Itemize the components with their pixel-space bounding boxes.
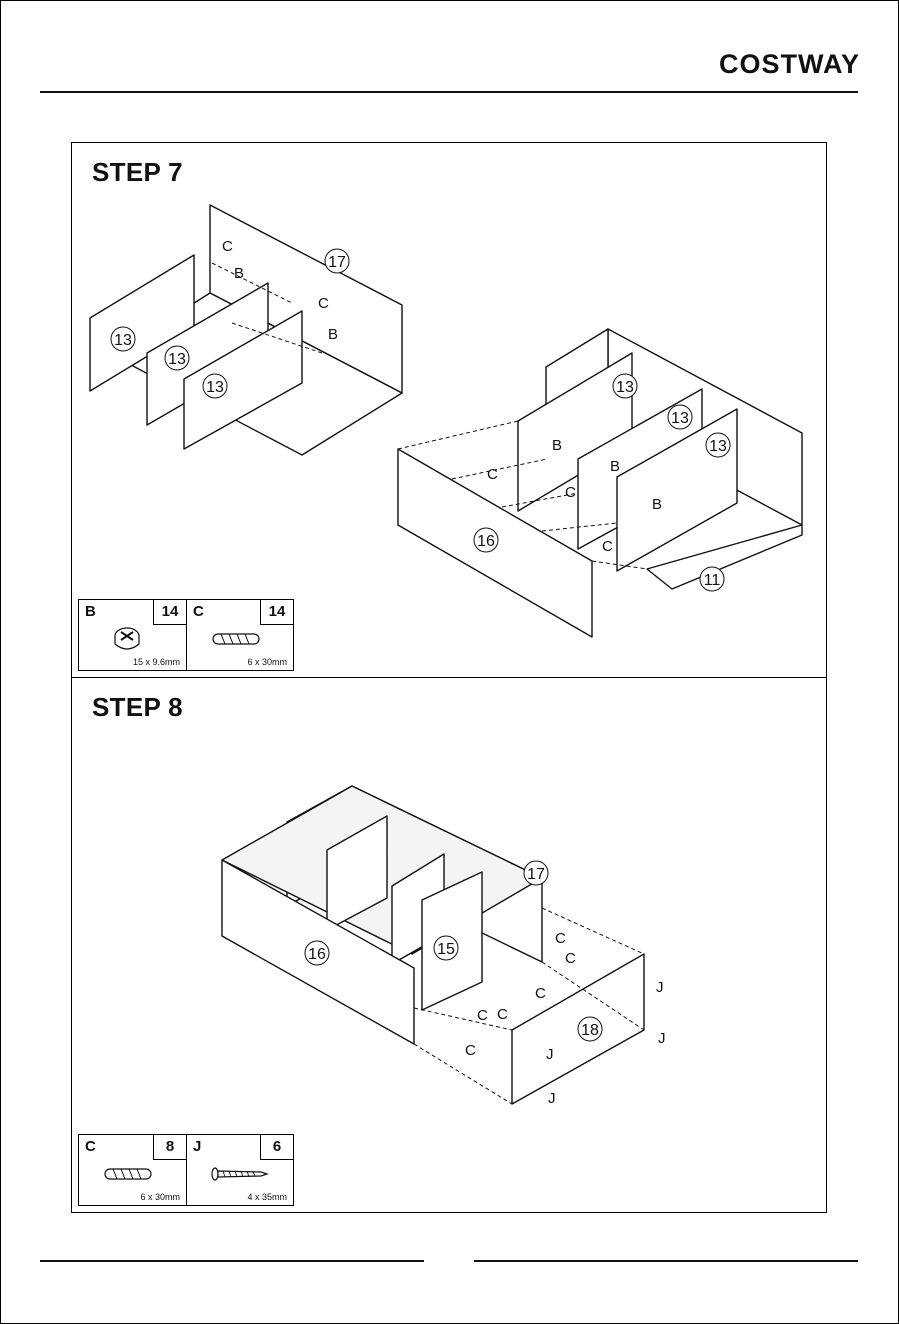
- part-label: 13: [616, 379, 634, 396]
- header-divider: [40, 91, 858, 93]
- part-label: 13: [709, 438, 727, 455]
- brand-logo: COSTWAY: [718, 49, 860, 79]
- hardware-quantity: 6: [260, 1135, 293, 1160]
- footer-divider-left: [40, 1260, 424, 1262]
- hardware-size: 6 x 30mm: [247, 657, 287, 667]
- part-label: 17: [328, 254, 346, 271]
- hardware-size: 6 x 30mm: [140, 1192, 180, 1202]
- hardware-callout: C: [497, 1006, 508, 1023]
- hardware-letter: J: [193, 1138, 202, 1155]
- hardware-quantity: 14: [153, 600, 186, 625]
- screw-icon: [209, 1159, 269, 1189]
- hardware-callout: C: [318, 295, 329, 312]
- hardware-callout: C: [477, 1007, 488, 1024]
- hardware-callout: B: [610, 458, 621, 475]
- part-label: 18: [581, 1022, 599, 1039]
- hardware-callout: J: [658, 1030, 666, 1047]
- hardware-cell-b: [79, 600, 186, 670]
- hardware-callout: B: [652, 496, 663, 513]
- wooden-dowel-icon: [209, 624, 269, 654]
- hardware-callout: J: [656, 979, 664, 996]
- hardware-callout: C: [602, 538, 613, 555]
- step-8-panel: [71, 677, 827, 1213]
- part-label: 16: [308, 946, 326, 963]
- hardware-callout: B: [328, 326, 339, 343]
- hardware-quantity: 8: [153, 1135, 186, 1160]
- part-label: 13: [206, 379, 224, 396]
- footer-divider-right: [474, 1260, 858, 1262]
- hardware-callout: C: [555, 930, 566, 947]
- hardware-callout: C: [565, 484, 576, 501]
- step-title: STEP 7: [92, 157, 183, 187]
- wooden-dowel-icon: [101, 1159, 161, 1189]
- hardware-table: [78, 599, 294, 671]
- part-label: 13: [168, 351, 186, 368]
- hardware-size: 15 x 9.6mm: [132, 657, 180, 667]
- part-label: 13: [671, 410, 689, 427]
- part-label: 16: [477, 533, 495, 550]
- hardware-cell-c: [186, 600, 293, 670]
- hardware-callout: J: [546, 1046, 554, 1063]
- part-label: 15: [437, 941, 455, 958]
- hardware-callout: C: [465, 1042, 476, 1059]
- hardware-callout: C: [535, 985, 546, 1002]
- hardware-table: [78, 1134, 294, 1206]
- step-7-panel: [71, 142, 827, 678]
- hardware-size: 4 x 35mm: [247, 1192, 287, 1202]
- hardware-callout: B: [234, 265, 245, 282]
- hardware-callout: B: [552, 437, 563, 454]
- hardware-callout: C: [487, 466, 498, 483]
- hardware-quantity: 14: [260, 600, 293, 625]
- hardware-callout: C: [222, 238, 233, 255]
- hardware-callout: J: [548, 1090, 556, 1107]
- hardware-cell-j: [186, 1135, 293, 1205]
- part-label: 11: [703, 572, 721, 589]
- cam-lock-icon: [101, 624, 161, 654]
- step-title: STEP 8: [92, 692, 183, 722]
- hardware-letter: C: [193, 603, 204, 620]
- part-label: 13: [114, 332, 132, 349]
- hardware-letter: C: [85, 1138, 96, 1155]
- hardware-letter: B: [85, 603, 96, 620]
- hardware-cell-c: [79, 1135, 186, 1205]
- hardware-callout: C: [565, 950, 576, 967]
- part-label: 17: [527, 866, 545, 883]
